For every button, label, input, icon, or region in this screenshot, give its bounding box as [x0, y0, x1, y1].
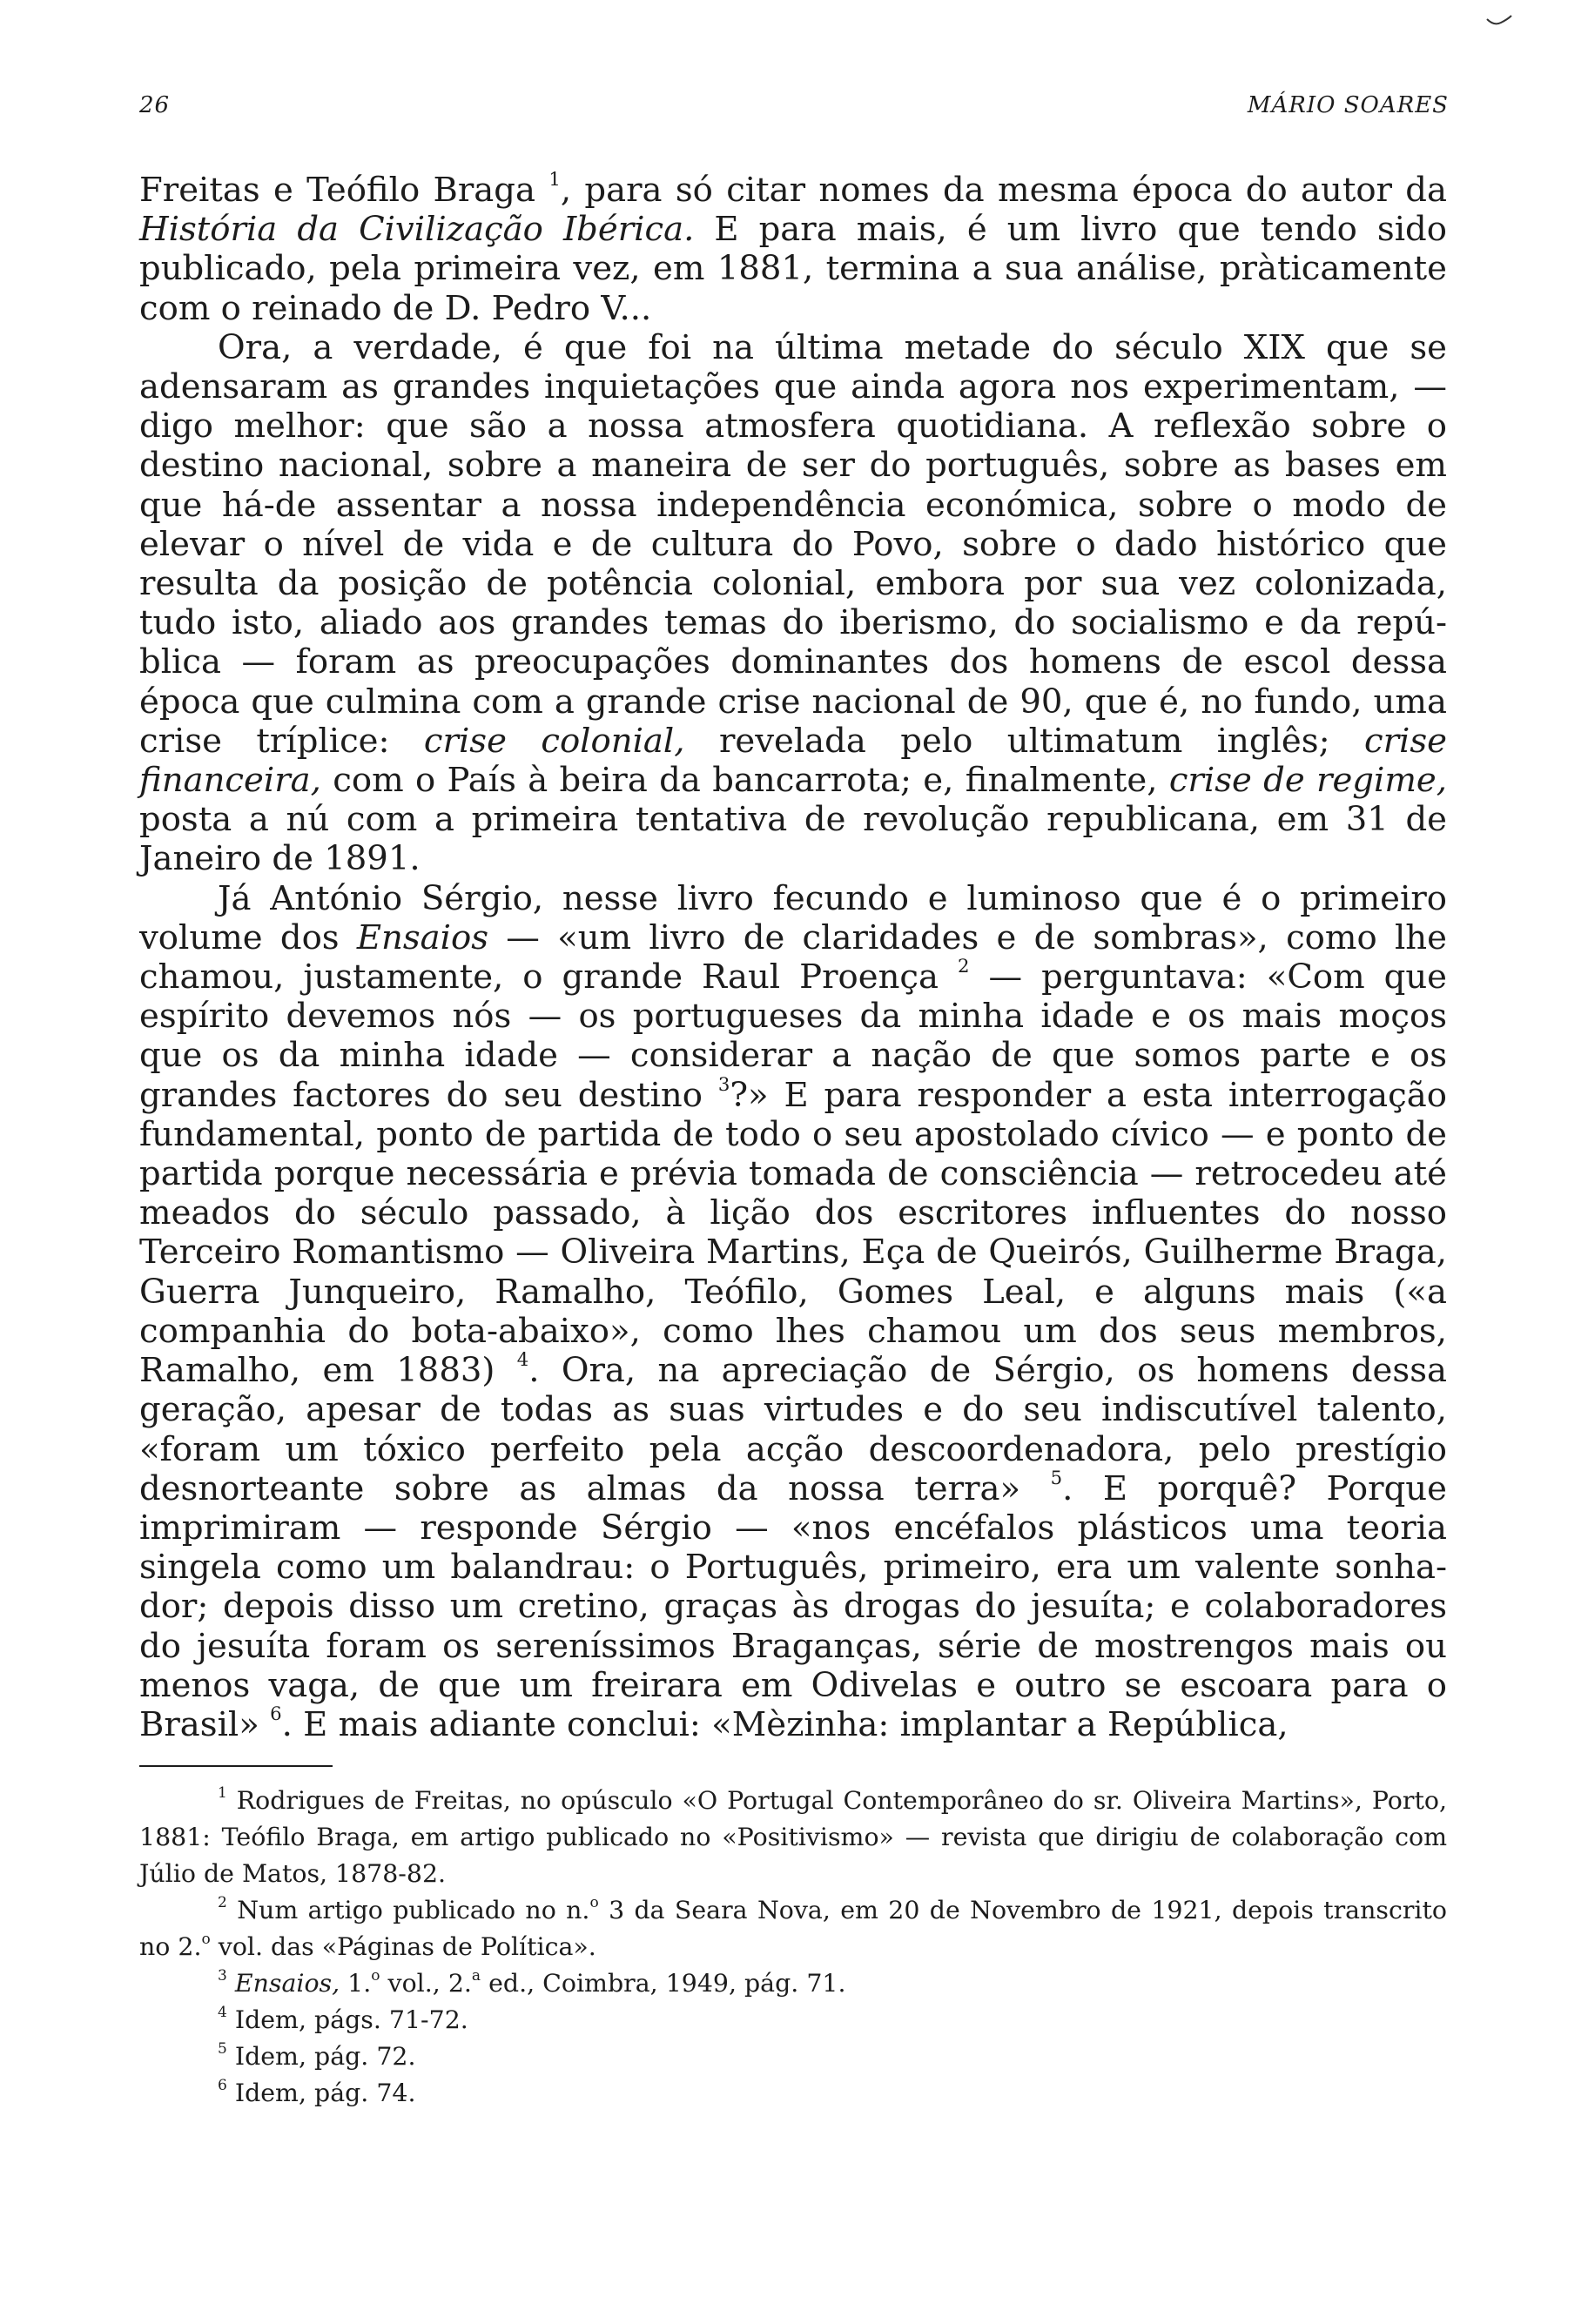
text-run: revelada pelo ultimatum inglês; — [684, 721, 1364, 761]
footnote-number: 2 — [218, 1894, 227, 1912]
ordinal-mark: o — [371, 1967, 380, 1985]
text-run: Freitas e Teófilo Braga — [139, 171, 549, 210]
footnote-ref-2: 2 — [958, 956, 970, 978]
text-run: — perguntava: «Com que espírito devemos nós — os portugueses da minha idade e os mais moços que os da minha idade — considerar a nação de que somos parte e os grandes factores do seu destino — [139, 957, 1448, 1115]
text-run: E para mais, é um livro que tendo sido publicado, pela primeira vez, em 1881, termina a sua análise, pràticamente com o reinado de D. Pedro V... — [139, 210, 1447, 328]
text-run: — «um livro de claridades e de sombras», como lhe chamou, justamente, o grande Raul Proença — [139, 917, 1447, 997]
footnote-text: Idem, pág. 72. — [234, 2042, 416, 2071]
footnote-5 — [139, 2039, 1447, 2075]
footnote-ref-5: 5 — [1050, 1467, 1063, 1489]
footnote-3 — [139, 1965, 1447, 2002]
footnote-ref-6: 6 — [270, 1703, 282, 1725]
footnote-ref-4: 4 — [516, 1349, 529, 1372]
text-run: . E porquê? Porque imprimiram — responde Sérgio — «nos encéfalos plásticos uma teoria singela como um balandrau: o Português, primeiro, era um valente sonhador; depois disso um cretino, graças às drogas do jesuíta; e colaboradores do jesuíta foram os sereníssimos Braganças, série de mostrengos mais ou menos vaga, de que um freirara em Odivelas e outro se escoara para o Brasil» — [139, 1468, 1447, 1744]
footnote-text: 3 da Seara Nova, em 20 de Novembro de 1921, depois transcrito no 2. — [139, 1896, 1447, 1961]
footnote-number: 6 — [218, 2077, 227, 2095]
text-run: Ora, a verdade, é que foi na última metade do século XIX que se adensaram as grandes inquietações que ainda agora nos experimentam, — digo melhor: que são a nossa atmosfera quotidiana. A reflexão sobre o destino nacional, sobre a maneira de ser do português, sobre as bases em que há-de assentar a nossa independência económica, sobre o modo de elevar o nível de vida e de cultura do Povo, sobre o dado histórico que resulta da posição de potência colonial, embora por sua vez colonizada, tudo isto, aliado aos grandes temas do iberismo, do socialismo e da república — foram as preocupações dominantes dos homens de escol dessa época que culmina com a grande crise nacional de 90, que é, no fundo, uma crise tríplice: — [139, 327, 1447, 761]
paragraph-2 — [139, 328, 1447, 879]
footnote-2 — [139, 1892, 1447, 1965]
page-header — [139, 92, 1449, 127]
footnote-text: vol. das «Páginas de Política». — [210, 1932, 596, 1961]
footnote-text: Rodrigues de Freitas, no opúsculo «O Portugal Contemporâneo do sr. Oliveira Martins», Porto, 1881: Teófilo Braga, em artigo publicado no «Positivismo» — revista que dirigiu de colaboração com Júlio de Matos, 1878-82. — [139, 1786, 1447, 1888]
paragraph-1 — [139, 168, 1447, 328]
ordinal-mark: o — [589, 1894, 599, 1912]
footnote-text: Idem, págs. 71-72. — [234, 2005, 468, 2034]
footnote-number: 5 — [218, 2040, 227, 2059]
text-run: . Ora, na apreciação de Sérgio, os homens dessa geração, apesar de todas as suas virtudes e do seu indiscutível talento, «foram um tóxico perfeito pela acção descoordenadora, pelo prestígio desnorteante sobre as almas da nossa terra» — [139, 1351, 1447, 1508]
footnote-1 — [139, 1783, 1447, 1892]
footnote-6 — [139, 2075, 1447, 2112]
footnote-number: 3 — [218, 1967, 227, 1985]
ordinal-mark: o — [201, 1931, 211, 1949]
footnotes — [139, 1783, 1447, 2112]
footnote-4 — [139, 2002, 1447, 2039]
text-run: Já António Sérgio, nesse livro fecundo e luminoso que é o primeiro volume dos — [139, 878, 1447, 957]
text-run: . E mais adiante conclui: «Mèzinha: implantar a República, — [281, 1704, 1289, 1744]
ordinal-mark: a — [471, 1967, 481, 1985]
text-run: , para só citar nomes da mesma época do autor da — [560, 171, 1447, 210]
emphasis: crise colonial, — [423, 721, 685, 761]
text-run: posta a nú com a primeira tentativa de revolução republicana, em 31 de Janeiro de 1891. — [139, 800, 1447, 879]
footnote-ref-3: 3 — [717, 1073, 730, 1096]
footnote-text: Num artigo publicado no n. — [237, 1896, 590, 1924]
running-head: MÁRIO SOARES — [1247, 92, 1449, 118]
pencil-mark-icon — [1485, 14, 1513, 30]
book-title: História da Civilização Ibérica. — [139, 210, 695, 250]
footnote-text: ed., Coimbra, 1949, pág. 71. — [481, 1969, 846, 1998]
footnote-text: Idem, pág. 74. — [234, 2079, 416, 2107]
emphasis: crise de regime, — [1168, 761, 1448, 801]
page-number: 26 — [139, 92, 171, 118]
footnote-number: 1 — [218, 1784, 227, 1803]
book-title: Ensaios — [356, 917, 489, 957]
footnote-ref-1: 1 — [548, 168, 561, 191]
book-title: Ensaios, — [234, 1969, 340, 1998]
text-run: com o País à beira da bancarrota; e, finalmente, — [320, 761, 1169, 801]
text-run: ?» E para responder a esta interrogação fundamental, ponto de partida de todo o seu apostolado cívico — e ponto de partida porque necessária e prévia tomada de consciência — retrocedeu até meados do século passado, à lição dos escritores influentes do nosso Terceiro Romantismo — Oliveira Martins, Eça de Queirós, Guilherme Braga, Guerra Junqueiro, Ramalho, Teófilo, Gomes Leal, e alguns mais («a companhia do bota-abaixo», como lhes chamou um dos seus membros, Ramalho, em 1883) — [139, 1075, 1448, 1391]
body-text — [139, 168, 1448, 1744]
footnote-divider — [139, 1765, 333, 1767]
paragraph-3 — [139, 879, 1447, 1744]
footnote-text: 1. — [340, 1969, 372, 1998]
footnote-text: vol., 2. — [380, 1969, 472, 1998]
footnote-number: 4 — [218, 2004, 227, 2022]
emphasis: crise financeira, — [139, 721, 1447, 801]
